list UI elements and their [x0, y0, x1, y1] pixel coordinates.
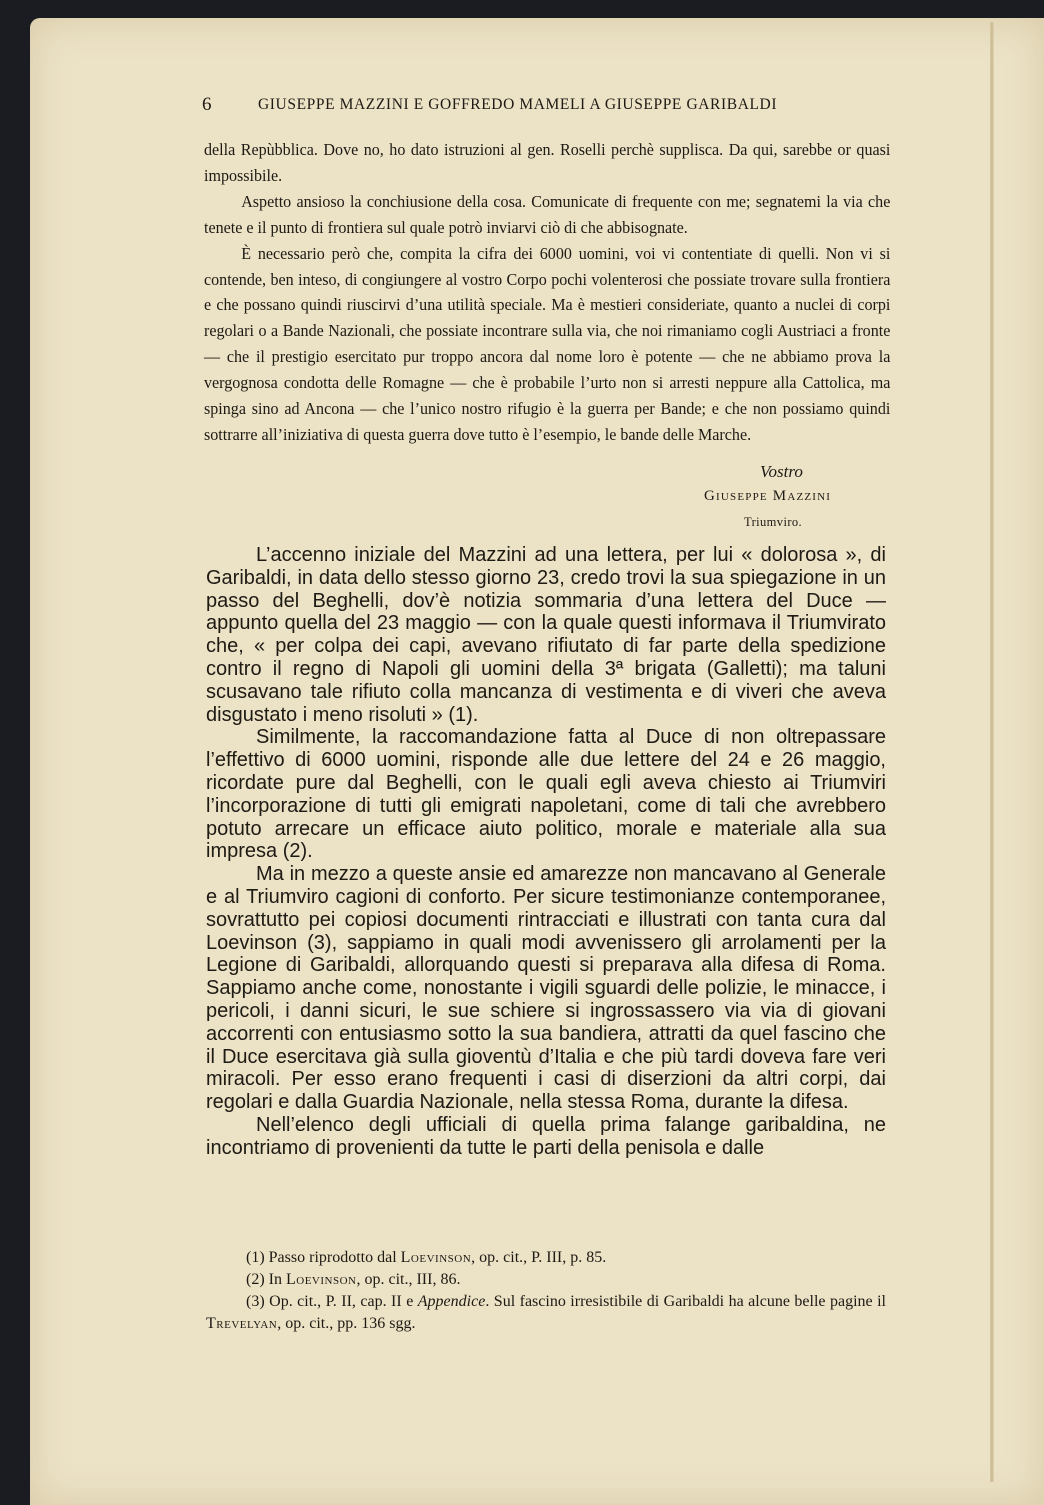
- running-title: GIUSEPPE MAZZINI E GOFFREDO MAMELI A GIUSEPPE GARIBALDI: [258, 96, 778, 113]
- footnote-2: (2) In Loevinson, op. cit., III, 86.: [246, 1271, 461, 1288]
- footnote-1: (1) Passo riprodotto dal Loevinson, op. cit., P. III, p. 85.: [246, 1249, 607, 1266]
- body-paragraph: Nell’elenco degli ufficiali di quella prima falange garibaldina, ne incontriamo di provenienti da tutte le parti della penisola e dalle: [206, 1113, 886, 1159]
- body-text: [206, 544, 886, 1160]
- page-edge: [990, 22, 994, 1482]
- body-paragraph: Similmente, la raccomandazione fatta al Duce di non oltrepassare l’effettivo di 6000 uomini, risponde alle due lettere del 24 e 26 maggio, ricordate pure dal Beghelli, con le quali egli aveva chiesto ai Triumviri l’incorporazione di tutti gli emigrati napoletani, come di tali che avrebbero potuto arrecare un efficace aiuto politico, morale e materiale alla sua impresa (2).: [206, 726, 886, 863]
- page-number: 6: [202, 94, 212, 115]
- letter-paragraph: della Repùbblica. Dove no, ho dato istruzioni al gen. Roselli perchè supplisca. Da qui, sarebbe or quasi impossibile.: [204, 140, 891, 185]
- footnote-3: (3) Op. cit., P. II, cap. II e Appendice. Sul fascino irresistibile di Garibaldi ha alcune belle pagine il Trevelyan, op. cit., pp. 136 sgg.: [206, 1293, 886, 1332]
- letter-quotation: [204, 137, 890, 448]
- running-head: [202, 94, 842, 118]
- body-paragraph: Ma in mezzo a queste ansie ed amarezze non mancavano al Generale e al Triumviro cagioni di conforto. Per sicure testimonianze contemporanee, sovrattutto pei copiosi documenti rintracciati e illustrati con tanta cura dal Loevinson (3), sappiamo in quali modi avvenissero gli arrolamenti per la Legione di Garibaldi, allorquando questi si preparava alla difesa di Roma. Sappiamo anche come, nonostante i vigili sguardi delle polizie, le minacce, i pericoli, i danni sicuri, le sue schiere si ingrossassero via via di giovani accorrenti con entusiasmo sotto la sua bandiera, attratti da quel fascino che il Duce esercitava già sulla gioventù d’Italia e che più tardi doveva fare veri miracoli. Per esso erano frequenti i casi di diserzioni da altri corpi, dai regolari e dalla Guardia Nazionale, nella stessa Roma, durante la difesa.: [206, 863, 886, 1114]
- body-paragraph: L’accenno iniziale del Mazzini ad una lettera, per lui « dolorosa », di Garibaldi, in data dello stesso giorno 23, credo trovi la sua spiegazione in un passo del Beghelli, dov’è notizia sommaria d’una lettera del Duce — appunto quella del 23 maggio — con la quale questi informava il Triumvirato che, « per colpa dei capi, avevano rifiutato di far parte della spedizione contro il regno di Napoli gli uomini della 3ª brigata (Galletti); ma taluni scusavano tale rifiuto colla mancanza di vestimenta e di viveri che aveva disgustato i meno risoluti » (1).: [206, 544, 886, 726]
- signature-name: Giuseppe Mazzini: [704, 488, 832, 504]
- letter-paragraph: È necessario però che, compita la cifra dei 6000 uomini, voi vi contentiate di quelli. Non vi si contende, ben inteso, di congiungere al vostro Corpo pochi volenterosi che possiate trovare sulla frontiera e che possano quindi riuscirvi d’una utilità speciale. Ma è mestieri consideriate, quanto a nuclei di corpi regolari o a Bande Nazionali, che possiate incontrare sulla via, che noi rimaniamo cogli Austriaci a fronte — che il prestigio esercitato pur troppo ancora dal nome loro è potente — che ne abbiamo prova la vergognosa condotta delle Romagne — che è probabile l’urto non si arresti neppure alla Cattolica, ma spinga sino ad Ancona — che l’unico nostro rifugio è la guerra per Bande; e che non possiamo quindi sottrarre all’iniziativa di questa guerra dove tutto è l’esempio, le bande delle Marche.: [204, 243, 891, 444]
- signature-title: Triumviro.: [744, 515, 803, 529]
- footnotes: [206, 1247, 886, 1335]
- letter-paragraph: Aspetto ansioso la conchiusione della cosa. Comunicate di frequente con me; segnatemi la via che tenete e il punto di frontiera sul quale potrò inviarvi ciò di che abbisognate.: [204, 191, 891, 237]
- signature-closing: Vostro: [760, 462, 803, 481]
